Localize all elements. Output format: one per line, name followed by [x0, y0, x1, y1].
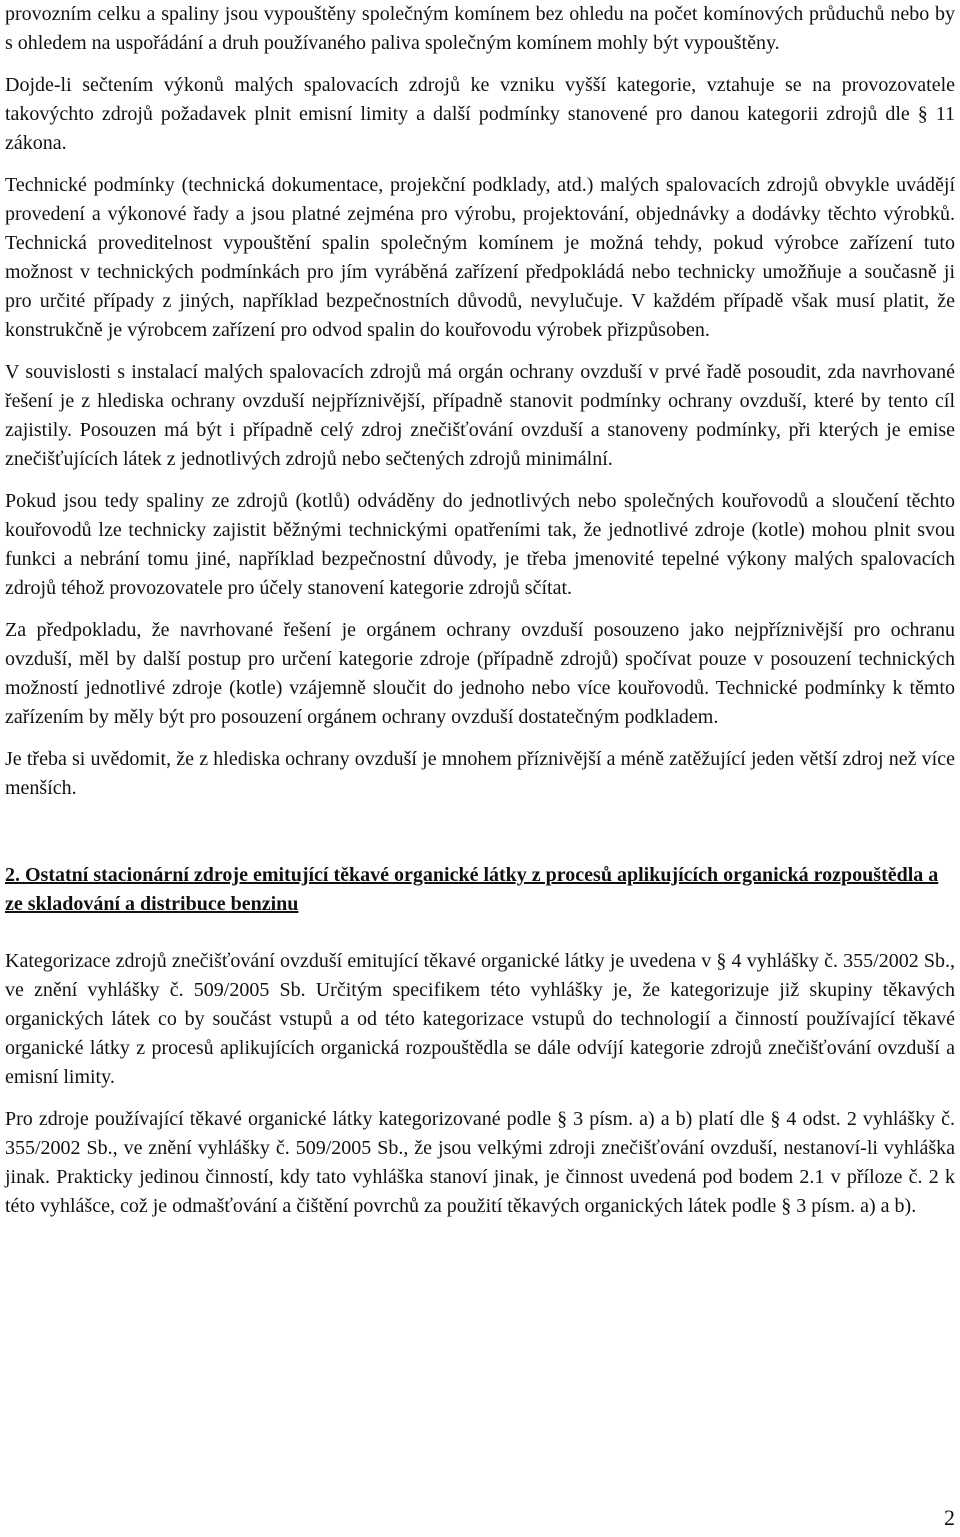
paragraph-voc-categorization: Kategorizace zdrojů znečišťování ovzduší emitující těkavé organické látky je uvedena v § 4 vyhlášky č. 355/2002 Sb., ve znění vyhlášky č. 509/2005 Sb. Určitým specifikem této vyhlášky je, že kategorizuje již skupiny těkavých organických látek co by součást vstupů a od této kategorizace vstupů do technologií a činností používající těkavé organické látky z procesů aplikujících organická rozpouštědla se dále odvíjí kategorie zdrojů znečišťování ovzduší a emisní limity. [5, 950, 955, 1088]
section-heading: 2. Ostatní stacionární zdroje emitující těkavé organické látky z procesů aplikujících organická rozpouštědla a ze skladování a distribuce benzinu [5, 864, 939, 915]
paragraph-procedure: Za předpokladu, že navrhované řešení je orgánem ochrany ovzduší posouzeno jako nejpříznivější pro ochranu ovzduší, měl by další postup pro určení kategorie zdroje (případně zdrojů) spočívat pouze v posouzení technických možností jednotlivé zdroje (kotle) vzájemně sloučit do jednoho nebo více kouřovodů. Technické podmínky k těmto zařízením by měly být pro posouzení orgánem ochrany ovzduší dostatečným podkladem. [5, 619, 955, 728]
paragraph-continuation: provozním celku a spaliny jsou vypouštěny společným komínem bez ohledu na počet komínových průduchů nebo by s ohledem na uspořádání a druh používaného paliva společným komínem mohly být vypouštěny. [5, 3, 955, 54]
page-number: 2 [944, 1505, 955, 1530]
document-page [5, 0, 955, 1221]
paragraph-large-sources: Pro zdroje používající těkavé organické látky kategorizované podle § 3 písm. a) a b) platí dle § 4 odst. 2 vyhlášky č. 355/2002 Sb., ve znění vyhlášky č. 509/2005 Sb., že jsou velkými zdroji znečišťování ovzduší, nestanoví-li vyhláška jinak. Prakticky jedinou činností, kdy tato vyhláška stanoví jinak, je činnost uvedená pod bodem 2.1 v příloze č. 2 k této vyhlášce, což je odmašťování a čištění povrchů za použití těkavých organických látek podle § 3 písm. a) a b). [5, 1108, 955, 1217]
paragraph-installation-assessment: V souvislosti s instalací malých spalovacích zdrojů má orgán ochrany ovzduší v prvé řadě posoudit, zda navrhované řešení je z hlediska ochrany ovzduší nejpříznivější, případně stanovit podmínky ochrany ovzduší, které by tento cíl zajistily. Posouzen má být i případně celý zdroj znečišťování ovzduší a stanoveny podmínky, při kterých je emise znečišťujících látek z jednotlivých zdrojů nebo sečtených zdrojů minimální. [5, 361, 955, 470]
paragraph-technical-conditions: Technické podmínky (technická dokumentace, projekční podklady, atd.) malých spalovacích zdrojů obvykle uvádějí provedení a výkonové řady a jsou platné zejména pro výrobu, projektování, objednávky a dodávky těchto výrobků. Technická proveditelnost vypouštění spalin společným komínem je možná tehdy, pokud výrobce zařízení tuto možnost v technických podmínkách pro jím vyráběná zařízení předpokládá nebo technicky umožňuje a současně ji pro určité případy z jiných, například bezpečnostních důvodů, nevylučuje. V každém případě však musí platit, že konstrukčně je výrobcem zařízení pro odvod spalin do kouřovodu výrobek přizpůsoben. [5, 174, 955, 341]
paragraph-larger-source: Je třeba si uvědomit, že z hlediska ochrany ovzduší je mnohem příznivější a méně zatěžující jeden větší zdroj než více menších. [5, 748, 955, 799]
paragraph-flue-merging: Pokud jsou tedy spaliny ze zdrojů (kotlů) odváděny do jednotlivých nebo společných kouřovodů a sloučení těchto kouřovodů lze technicky zajistit běžnými technickými opatřeními tak, že jednotlivé zdroje (kotle) mohou plnit svou funkci a nebrání tomu jiné, například bezpečnostní důvody, je třeba jmenovité tepelné výkony malých spalovacích zdrojů téhož provozovatele pro účely stanovení kategorie zdrojů sčítat. [5, 490, 955, 599]
paragraph-summed-outputs: Dojde-li sečtením výkonů malých spalovacích zdrojů ke vzniku vyšší kategorie, vztahuje se na provozovatele takovýchto zdrojů požadavek plnit emisní limity a další podmínky stanovené pro danou kategorii zdrojů dle § 11 zákona. [5, 74, 955, 154]
